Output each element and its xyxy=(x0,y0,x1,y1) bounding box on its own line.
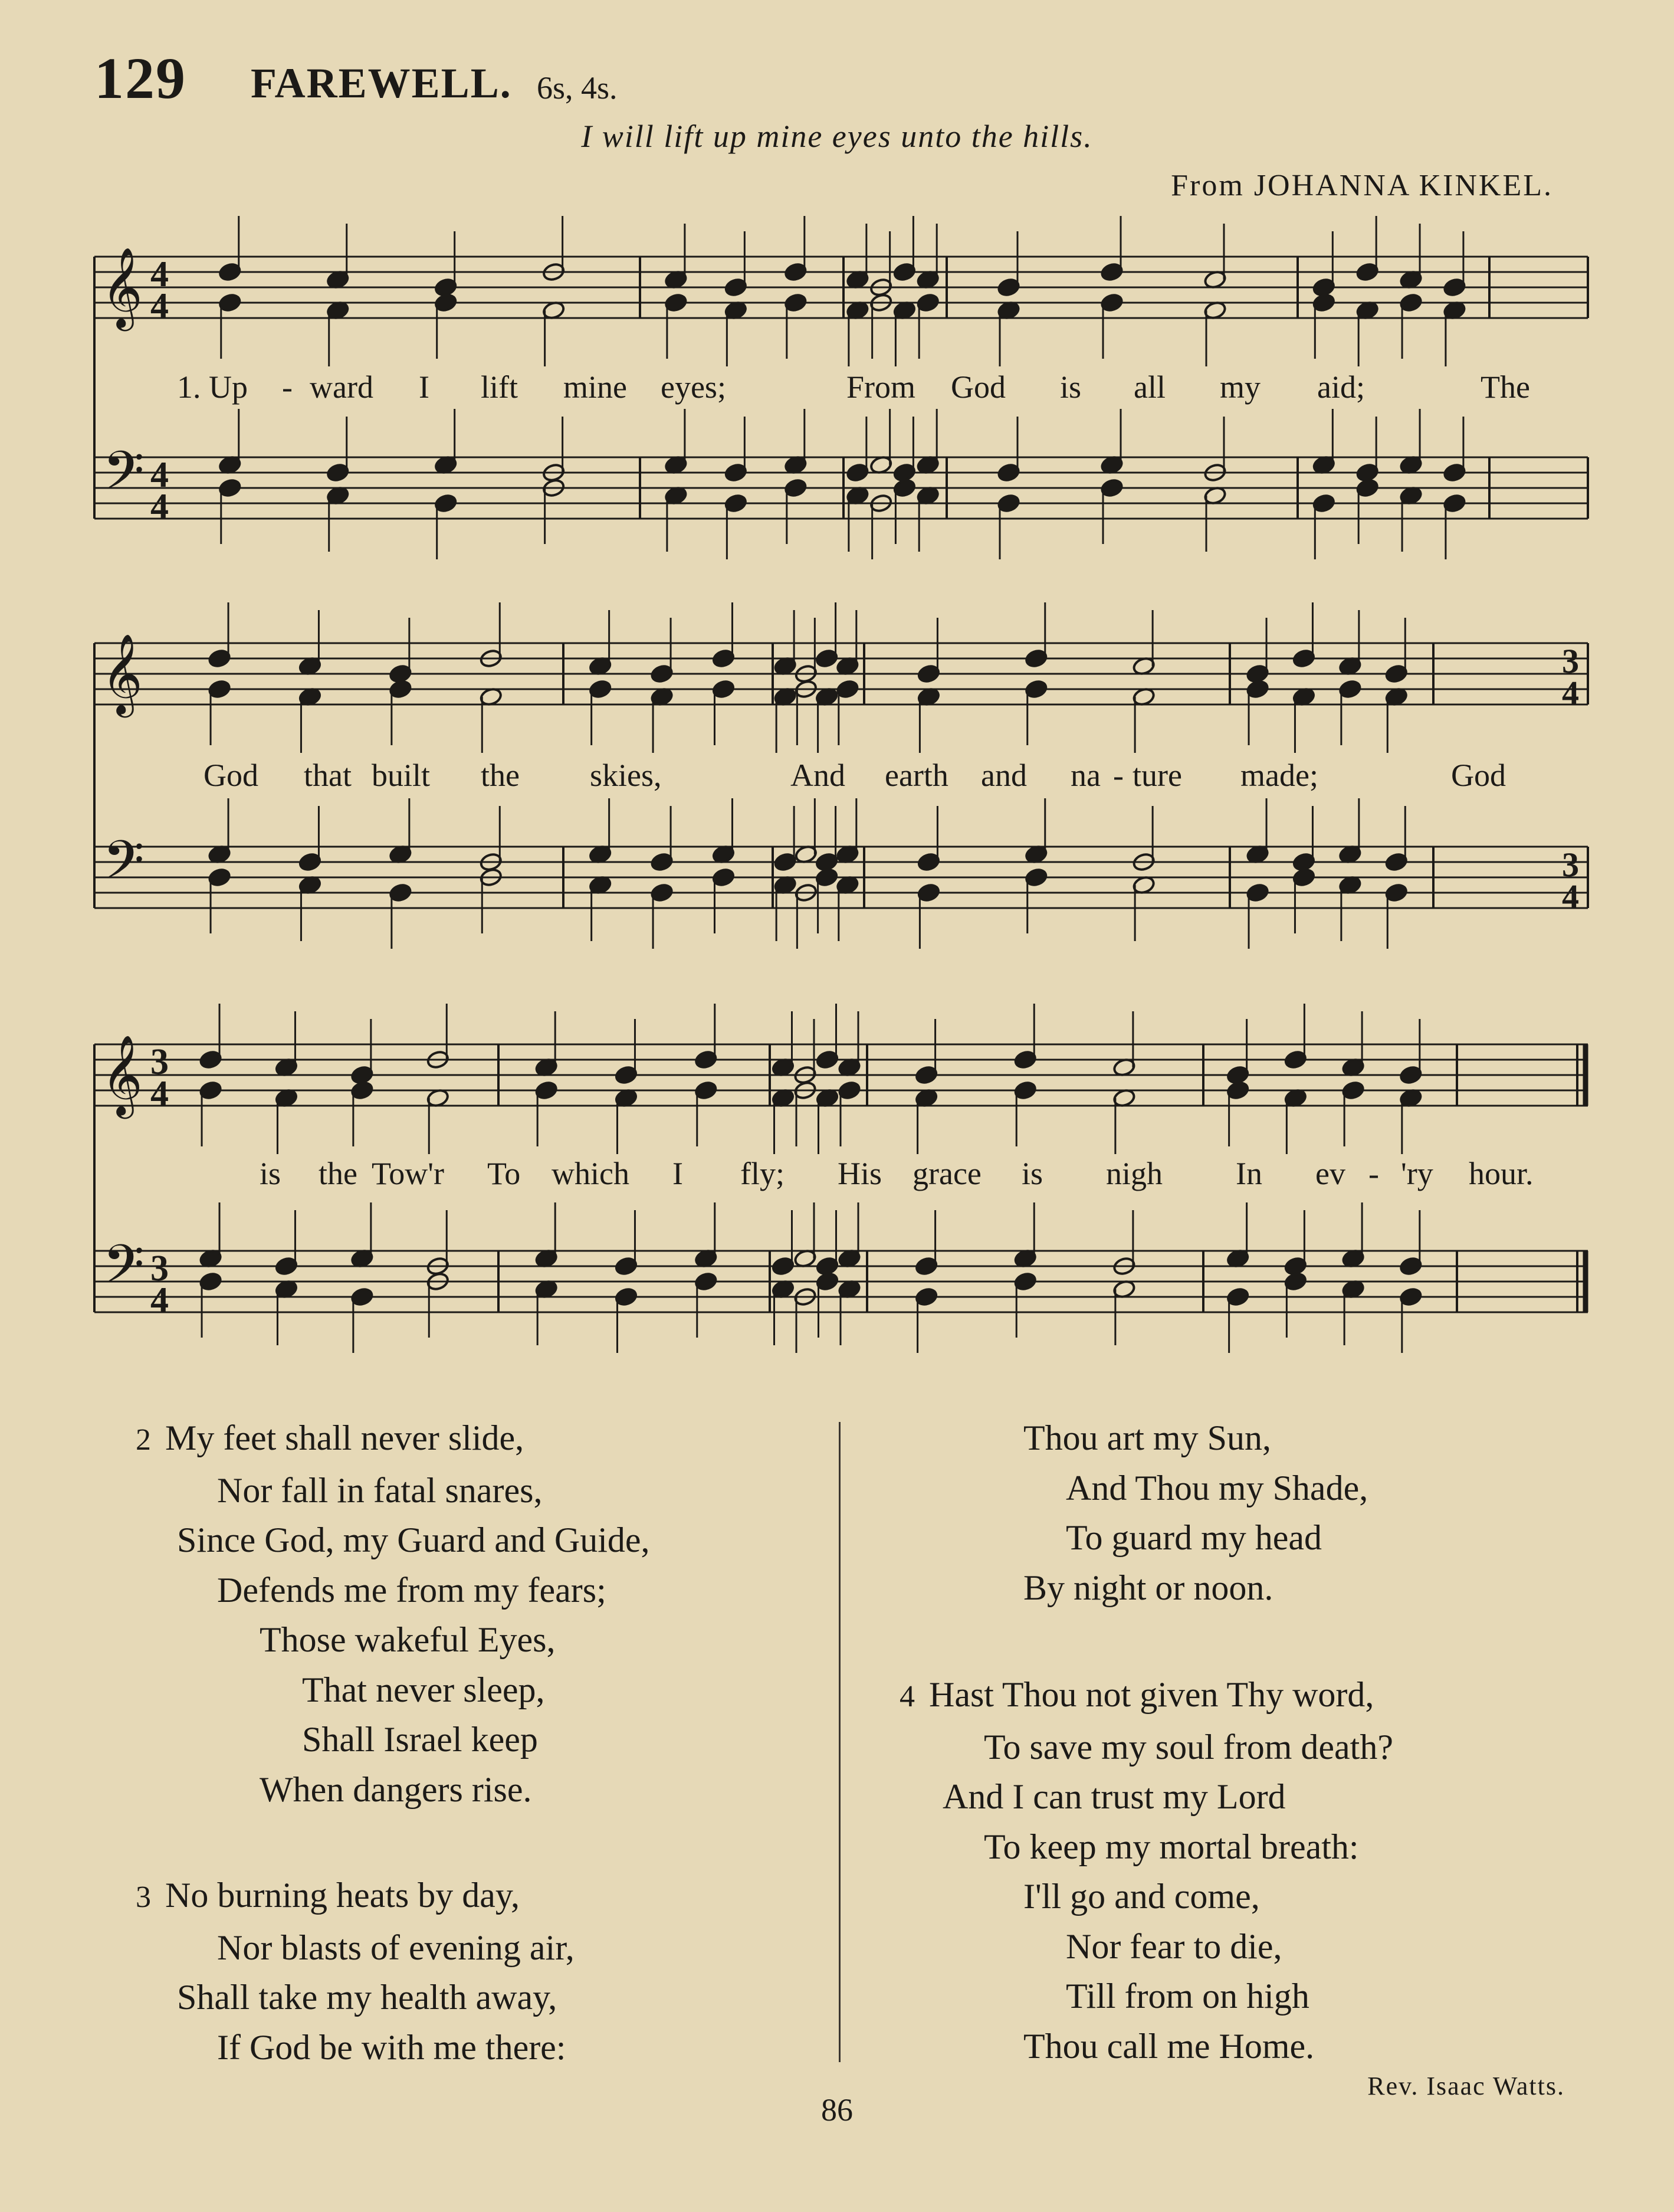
lyric: nigh xyxy=(1106,1156,1163,1191)
lyric: made; xyxy=(1240,758,1318,793)
verse-line: To guard my head xyxy=(1066,1518,1322,1557)
lyric: and xyxy=(981,758,1027,793)
time-signature-bottom: 4 xyxy=(150,286,169,326)
time-signature-top: 3 xyxy=(150,1248,169,1289)
verse-line: Nor fear to die, xyxy=(1066,1926,1282,1966)
lyric: And xyxy=(790,758,845,793)
lyric: aid; xyxy=(1317,369,1365,405)
verse-number: 3 xyxy=(136,1880,151,1914)
verse-3 xyxy=(136,1870,575,2072)
hymn-author: Rev. Isaac Watts. xyxy=(1367,2072,1565,2100)
bass-clef: 𝄢 xyxy=(103,1233,145,1309)
verse-line: Those wakeful Eyes, xyxy=(260,1620,556,1659)
lyric: 'ry xyxy=(1401,1156,1433,1191)
lyric: is xyxy=(260,1156,281,1191)
composer-prefix: From xyxy=(1171,169,1245,202)
verse-line: Shall Israel keep xyxy=(302,1720,538,1759)
time-signature-bottom: 4 xyxy=(1562,674,1579,712)
verse-line: To keep my mortal breath: xyxy=(984,1827,1359,1866)
lyric: fly; xyxy=(740,1156,785,1191)
verse-line: Since God, my Guard and Guide, xyxy=(177,1520,650,1559)
scripture-motto: I will lift up mine eyes unto the hills. xyxy=(581,119,1093,154)
hymn-meter: 6s, 4s. xyxy=(537,70,618,106)
lyric: is xyxy=(1060,369,1082,405)
lyric: His xyxy=(838,1156,882,1191)
bass-clef: 𝄢 xyxy=(103,440,145,515)
verse-number: 4 xyxy=(900,1680,915,1713)
lyric: eyes; xyxy=(661,369,726,405)
verse-3-continued xyxy=(1023,1413,1368,1613)
verse-line: Defends me from my fears; xyxy=(217,1570,606,1610)
lyric: grace xyxy=(913,1156,982,1191)
lyric: ture xyxy=(1133,758,1182,793)
verse-line: Shall take my health away, xyxy=(177,1978,557,2017)
lyric: 1. Up xyxy=(177,369,248,405)
lyric: - xyxy=(1113,758,1124,793)
verse-line: My feet shall never slide, xyxy=(165,1418,524,1457)
lyric: that xyxy=(304,758,352,793)
verse-line: By night or noon. xyxy=(1023,1568,1273,1607)
time-signature-top: 3 xyxy=(1562,642,1579,680)
lyric: earth xyxy=(885,758,948,793)
lyrics-row-3 xyxy=(0,1155,1674,1197)
verse-number: 2 xyxy=(136,1423,151,1457)
page-number: 86 xyxy=(821,2092,853,2128)
time-signature-top: 3 xyxy=(1562,846,1579,884)
column-divider xyxy=(839,1422,841,2062)
lyric: the xyxy=(481,758,520,793)
lyric: which xyxy=(552,1156,629,1191)
verse-line: And I can trust my Lord xyxy=(943,1777,1286,1816)
lyric: lift xyxy=(481,369,518,405)
time-signature-bottom: 4 xyxy=(150,487,169,527)
composer-name: JOHANNA KINKEL. xyxy=(1253,169,1553,202)
lyric: To xyxy=(487,1156,521,1191)
lyric: is xyxy=(1022,1156,1043,1191)
verse-line: Thou call me Home. xyxy=(1023,2026,1315,2066)
treble-clef: 𝄞 xyxy=(101,1034,143,1115)
time-signature-top: 4 xyxy=(150,455,169,495)
bass-clef: 𝄢 xyxy=(103,829,145,905)
lyric: all xyxy=(1134,369,1166,405)
lyrics-row-1 xyxy=(0,369,1674,410)
lyric: my xyxy=(1220,369,1261,405)
verse-line: No burning heats by day, xyxy=(165,1876,520,1915)
time-signature-bottom: 4 xyxy=(1562,877,1579,916)
lyric: In xyxy=(1236,1156,1262,1191)
lyric: From xyxy=(846,369,916,405)
verse-4 xyxy=(900,1670,1393,2071)
verse-line: If God be with me there: xyxy=(217,2027,566,2067)
verse-line: That never sleep, xyxy=(302,1670,545,1709)
lyric: God xyxy=(951,369,1006,405)
verse-line: Hast Thou not given Thy word, xyxy=(929,1675,1374,1714)
lyric: Tow'r xyxy=(372,1156,444,1191)
treble-clef: 𝄞 xyxy=(101,633,143,714)
verse-line: Till from on high xyxy=(1066,1977,1309,2016)
lyric: - xyxy=(282,369,293,405)
verse-line: Nor blasts of evening air, xyxy=(217,1928,575,1967)
lyric: I xyxy=(672,1156,683,1191)
time-signature-top: 3 xyxy=(150,1042,169,1082)
lyric: skies, xyxy=(590,758,662,793)
lyric: built xyxy=(372,758,431,793)
lyric: na xyxy=(1071,758,1101,793)
verse-line: And Thou my Shade, xyxy=(1066,1468,1368,1508)
lyric: ev xyxy=(1315,1156,1345,1191)
lyric: God xyxy=(203,758,258,793)
treble-clef: 𝄞 xyxy=(101,246,143,327)
lyric: God xyxy=(1451,758,1506,793)
verse-line: Thou art my Sun, xyxy=(1023,1418,1271,1457)
hymn-title: FAREWELL. xyxy=(251,60,512,107)
time-signature-bottom: 4 xyxy=(150,1074,169,1114)
verse-line: Nor fall in fatal snares, xyxy=(217,1470,543,1510)
hymn-number: 129 xyxy=(94,45,186,111)
lyric: ward xyxy=(310,369,373,405)
verse-line: I'll go and come, xyxy=(1023,1877,1260,1916)
verse-line: To save my soul from death? xyxy=(984,1727,1393,1767)
lyric: I xyxy=(419,369,429,405)
verse-2 xyxy=(136,1413,650,1814)
lyric: the xyxy=(319,1156,357,1191)
time-signature-bottom: 4 xyxy=(150,1280,169,1320)
time-signature-top: 4 xyxy=(150,254,169,294)
lyric: hour. xyxy=(1469,1156,1534,1191)
lyric: mine xyxy=(563,369,627,405)
lyrics-row-2 xyxy=(0,757,1674,798)
verse-line: When dangers rise. xyxy=(260,1769,532,1809)
lyric: - xyxy=(1368,1156,1379,1191)
lyric: The xyxy=(1481,369,1530,405)
